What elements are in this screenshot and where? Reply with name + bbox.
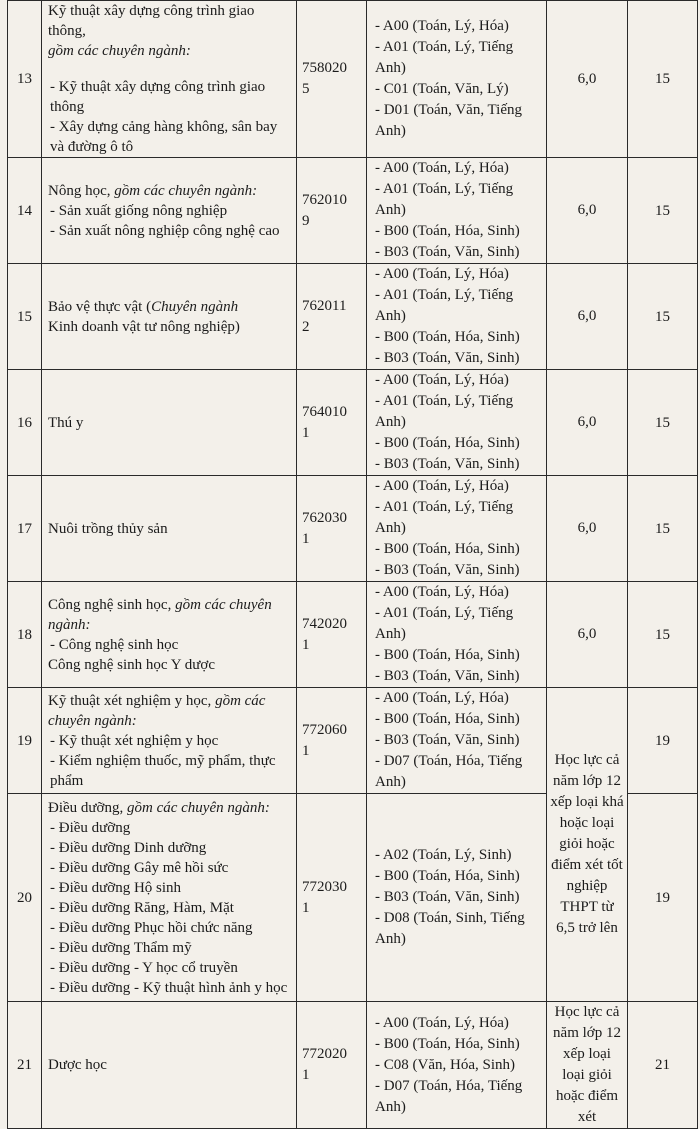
subject-combos [367,158,547,264]
specialization-item: - Điều dưỡng Thẩm mỹ [50,939,192,956]
combo-item: - A01 (Toán, Lý, Tiếng Anh) [375,287,514,324]
major-title: Kỹ thuật xây dựng công trình giao thông, [48,3,255,39]
combo-item: - A00 (Toán, Lý, Hóa) [375,1014,509,1031]
specialization-item: - Kỹ thuật xây dựng công trình giao thông [50,79,266,115]
quota: 15 [628,582,698,688]
major-subtitle: gồm các chuyên ngành: [48,43,191,59]
combo-item: - A02 (Toán, Lý, Sinh) [375,847,512,863]
combo-item: - B03 (Toán, Văn, Sinh) [375,350,520,366]
combo-item: - D01 (Toán, Văn, Tiếng Anh) [375,102,523,139]
combo-item: - B03 (Toán, Văn, Sinh) [375,668,520,684]
min-score: 6,0 [547,158,628,264]
specialization-item: - Điều dưỡng Hộ sinh [50,879,182,896]
major-title-continued: Kinh doanh vật tư nông nghiệp) [48,318,240,335]
quota: 15 [628,264,698,370]
major-title: Nuôi trồng thủy sản [42,476,297,582]
combo-item: - B00 (Toán, Hóa, Sinh) [375,223,520,239]
major-title: Công nghệ sinh học, gồm các chuyên ngành: [48,596,272,633]
combo-item: - D07 (Toán, Hóa, Tiếng Anh) [375,1077,523,1115]
specialization-item: - Xây dựng cảng hàng không, sân bay và đường ô tô [50,119,278,155]
major-cell [42,158,297,264]
specialization-item: - Điều dưỡng - Y học cổ truyền [50,959,238,976]
quota: 15 [628,1,698,158]
subject-combos [367,476,547,582]
subject-combos [367,264,547,370]
combo-item: - B00 (Toán, Hóa, Sinh) [375,647,520,663]
major-cell [42,264,297,370]
combo-item: - B03 (Toán, Văn, Sinh) [375,456,520,472]
specialization-item: - Điều dưỡng [50,819,131,836]
min-score: 6,0 [547,370,628,476]
combo-item: - B03 (Toán, Văn, Sinh) [375,244,520,260]
specialization-item: - Điều dưỡng Phục hồi chức năng [50,919,253,936]
combo-item: - D08 (Toán, Sinh, Tiếng Anh) [375,910,525,947]
major-title: Điều dưỡng, gồm các chuyên ngành: [48,799,270,816]
combo-item: - B00 (Toán, Hóa, Sinh) [375,329,520,345]
table-row [8,1,698,158]
admission-requirement: Học lực cả năm lớp 12 xếp loại khá hoặc loại giỏi hoặc điểm xét tốt nghiệp THPT từ 6,5 trở lên [547,688,628,1002]
major-title: Bảo vệ thực vật (Chuyên ngành [48,298,239,315]
combo-item: - B00 (Toán, Hóa, Sinh) [375,711,520,727]
combo-item: - A00 (Toán, Lý, Hóa) [375,18,509,34]
major-code: 742020 1 [297,582,367,688]
quota: 15 [628,476,698,582]
combo-item: - A00 (Toán, Lý, Hóa) [375,478,509,494]
quota: 21 [628,1002,698,1129]
table-row [8,1002,698,1129]
specialization-item: - Điều dưỡng Gây mê hồi sức [50,859,229,876]
combo-item: - A00 (Toán, Lý, Hóa) [375,584,509,600]
combo-item: - C01 (Toán, Văn, Lý) [375,81,509,97]
row-number: 17 [8,476,42,582]
admission-table [7,0,698,1129]
row-number: 21 [8,1002,42,1129]
table-row [8,688,698,794]
subject-combos [367,370,547,476]
row-number: 14 [8,158,42,264]
row-number: 16 [8,370,42,476]
admission-requirement: Học lực cả năm lớp 12 xếp loại loại giỏi hoặc điểm xét [547,1002,628,1129]
major-cell [42,794,297,1002]
table-row [8,370,698,476]
combo-item: - B03 (Toán, Văn, Sinh) [375,889,520,905]
combo-item: - B03 (Toán, Văn, Sinh) [375,732,520,748]
major-code: 762030 1 [297,476,367,582]
subject-combos [367,582,547,688]
subject-combos [367,794,547,1002]
table-row [8,476,698,582]
combo-item: - A01 (Toán, Lý, Tiếng Anh) [375,39,514,76]
major-cell [42,688,297,794]
specialization-item: Công nghệ sinh học Y dược [48,656,216,673]
min-score: 6,0 [547,476,628,582]
specialization-item: - Sản xuất giống nông nghiệp [50,202,228,219]
specialization-item: - Điều dưỡng Dinh dưỡng [50,839,207,856]
major-code: 772030 1 [297,794,367,1002]
combo-item: - B00 (Toán, Hóa, Sinh) [375,541,520,557]
combo-item: - B00 (Toán, Hóa, Sinh) [375,435,520,451]
table-row [8,158,698,264]
row-number: 13 [8,1,42,158]
major-code: 762011 2 [297,264,367,370]
row-number: 20 [8,794,42,1002]
subject-combos [367,688,547,794]
row-number: 15 [8,264,42,370]
specialization-item: - Điều dưỡng - Kỹ thuật hình ảnh y học [50,979,288,996]
specialization-item: - Điều dưỡng Răng, Hàm, Mặt [50,899,234,916]
major-code: 772020 1 [297,1002,367,1129]
table-row [8,264,698,370]
row-number: 18 [8,582,42,688]
combo-item: - A01 (Toán, Lý, Tiếng Anh) [375,499,514,536]
row-number: 19 [8,688,42,794]
combo-item: - A00 (Toán, Lý, Hóa) [375,690,509,706]
major-code: 758020 5 [297,1,367,158]
combo-item: - A00 (Toán, Lý, Hóa) [375,266,509,282]
min-score: 6,0 [547,582,628,688]
combo-item: - B03 (Toán, Văn, Sinh) [375,562,520,578]
combo-item: - A00 (Toán, Lý, Hóa) [375,372,509,388]
quota: 19 [628,794,698,1002]
major-title: Thú y [42,370,297,476]
major-code: 764010 1 [297,370,367,476]
specialization-item: - Kiểm nghiệm thuốc, mỹ phẩm, thực phẩm [50,752,276,789]
table-row [8,582,698,688]
combo-item: - B00 (Toán, Hóa, Sinh) [375,1035,520,1052]
specialization-item: - Kỹ thuật xét nghiệm y học [50,732,219,749]
combo-item: - B00 (Toán, Hóa, Sinh) [375,868,520,884]
major-code: 772060 1 [297,688,367,794]
min-score: 6,0 [547,1,628,158]
major-cell [42,582,297,688]
major-code: 762010 9 [297,158,367,264]
quota: 19 [628,688,698,794]
major-title: Kỹ thuật xét nghiệm y học, gồm các chuyên ngành: [48,692,266,729]
combo-item: - A01 (Toán, Lý, Tiếng Anh) [375,605,514,642]
major-title: Nông học, gồm các chuyên ngành: [48,182,258,199]
major-title: Dược học [42,1002,297,1129]
major-cell [42,1,297,158]
specialization-item: - Sản xuất nông nghiệp công nghệ cao [50,222,280,239]
combo-item: - A01 (Toán, Lý, Tiếng Anh) [375,393,514,430]
quota: 15 [628,370,698,476]
combo-item: - A01 (Toán, Lý, Tiếng Anh) [375,181,514,218]
subject-combos [367,1,547,158]
subject-combos [367,1002,547,1129]
combo-item: - A00 (Toán, Lý, Hóa) [375,160,509,176]
specialization-item: - Công nghệ sinh học [50,636,179,653]
quota: 15 [628,158,698,264]
combo-item: - C08 (Văn, Hóa, Sinh) [375,1056,515,1073]
combo-item: - D07 (Toán, Hóa, Tiếng Anh) [375,753,523,790]
min-score: 6,0 [547,264,628,370]
